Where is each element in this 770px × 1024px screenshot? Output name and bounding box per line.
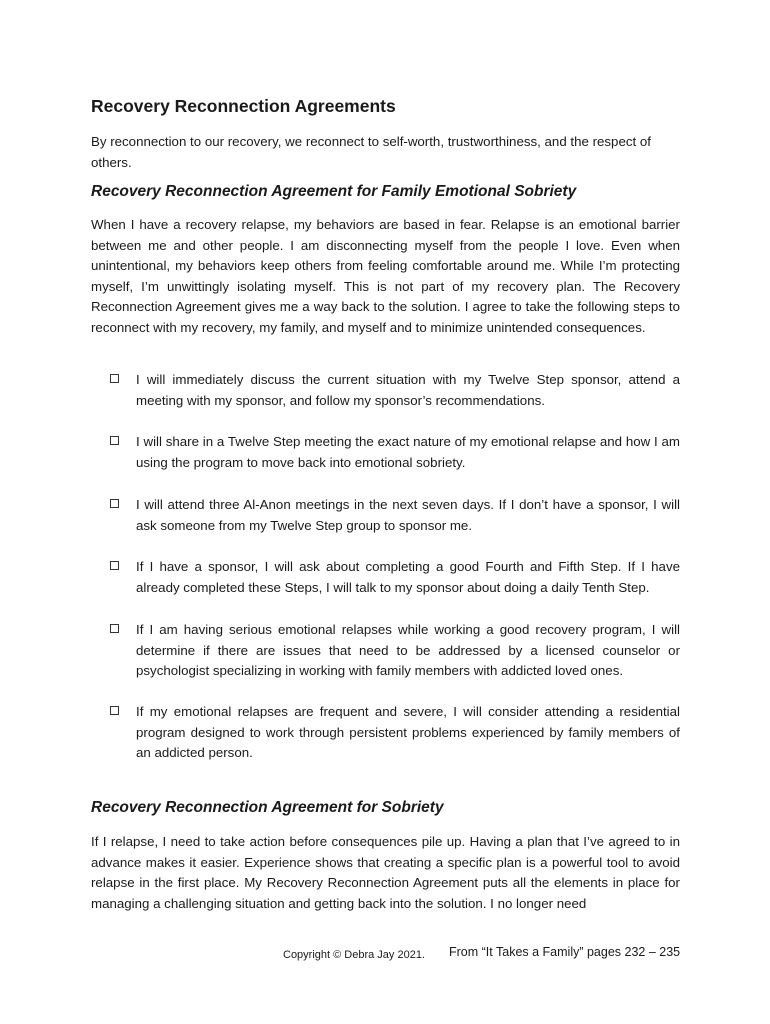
checkbox[interactable] (110, 706, 119, 715)
step-text: If I have a sponsor, I will ask about completing a good Fourth and Fifth Step. If I have already completed these Steps, I will talk to my sponsor about doing a daily Tenth Step. (136, 559, 680, 595)
step-text: I will share in a Twelve Step meeting the exact nature of my emotional relapse and how I am using the program to move back into emotional sobriety. (136, 434, 680, 470)
checkbox[interactable] (110, 624, 119, 633)
section-heading-sobriety: Recovery Reconnection Agreement for Sobriety (91, 799, 444, 816)
checkbox[interactable] (110, 499, 119, 508)
footer-source: From “It Takes a Family” pages 232 – 235 (449, 945, 681, 959)
intro-paragraph: By reconnection to our recovery, we reconnect to self-worth, trustworthiness, and the respect of others. (91, 134, 651, 170)
section-heading-family-emotional-sobriety: Recovery Reconnection Agreement for Family Emotional Sobriety (91, 183, 577, 200)
section-paragraph-sobriety: If I relapse, I need to take action before consequences pile up. Having a plan that I’ve agreed to in advance makes it easier. Experience shows that creating a specific plan is a powerful tool to avoid relapse in the first place. My Recovery Reconnection Agreement puts all the elements in place for managing a challenging situation and getting back into the solution. I no longer need (91, 834, 680, 911)
document-title: Recovery Reconnection Agreements (91, 96, 396, 116)
checkbox[interactable] (110, 561, 119, 570)
footer-copyright: Copyright © Debra Jay 2021. (283, 949, 426, 961)
checkbox[interactable] (110, 436, 119, 445)
step-text: I will immediately discuss the current situation with my Twelve Step sponsor, attend a meeting with my sponsor, and follow my sponsor’s recommendations. (136, 372, 680, 408)
step-text: If I am having serious emotional relapses while working a good recovery program, I will determine if there are issues that need to be addressed by a licensed counselor or psychologist specializing in working with family members with addicted loved ones. (136, 622, 680, 679)
section-paragraph-family-emotional-sobriety: When I have a recovery relapse, my behaviors are based in fear. Relapse is an emotional barrier between me and other people. I am disconnecting myself from the people I love. Even when unintentional, my behaviors keep others from feeling comfortable around me. While I’m protecting myself, I’m unwittingly isolating myself. This is not part of my recovery plan. The Recovery Reconnection Agreement gives me a way back to the solution. I agree to take the following steps to reconnect with my recovery, my family, and myself and to minimize unintended consequences. (91, 217, 680, 335)
step-text: If my emotional relapses are frequent and severe, I will consider attending a residential program designed to work through persistent problems experienced by family members of an addicted person. (136, 704, 680, 761)
step-text: I will attend three Al-Anon meetings in the next seven days. If I don’t have a sponsor, I will ask someone from my Twelve Step group to sponsor me. (136, 497, 680, 533)
checkbox[interactable] (110, 374, 119, 383)
